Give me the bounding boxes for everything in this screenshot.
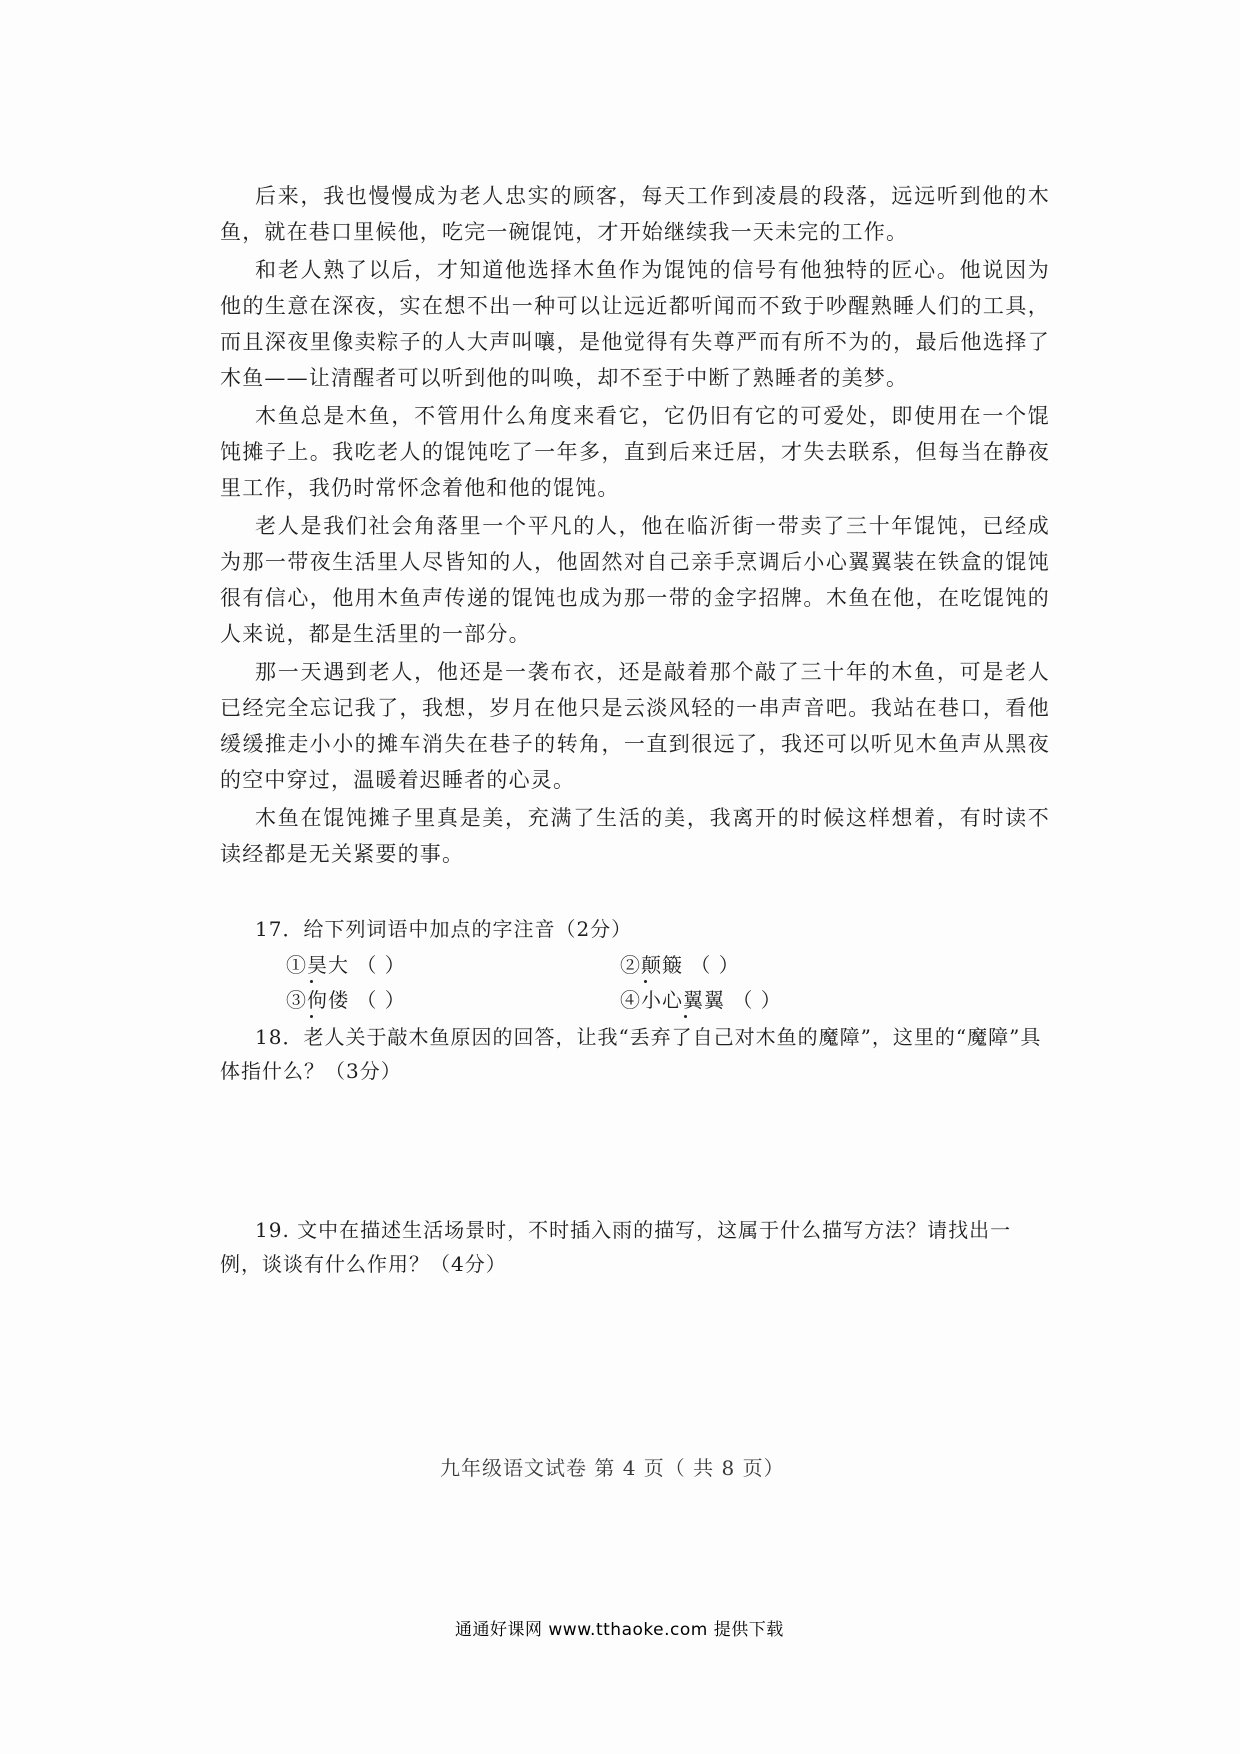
answer-blank[interactable]: （ ） [732,988,782,1012]
option-label: ④小心翼翼 [620,988,725,1012]
option-label: ③佝偻 [286,988,349,1012]
passage-paragraph: 木鱼总是木鱼，不管用什么角度来看它，它仍旧有它的可爱处，即使用在一个馄饨摊子上。我吃老人的馄饨吃了一年多，直到后来迁居，才失去联系，但每当在静夜里工作，我仍时常怀念着他和他的馄饨。 [220,404,1050,500]
emphasis-dot [310,980,313,983]
passage-paragraph: 和老人熟了以后，才知道他选择木鱼作为馄饨的信号有他独特的匠心。他说因为他的生意在深夜，实在想不出一种可以让远近都听闻而不致于吵醒熟睡人们的工具，而且深夜里像卖粽子的人大声叫嚷，是他觉得有失尊严而有所不为的，最后他选择了木鱼——让清醒者可以听到他的叫唤，却不至于中断了熟睡者的美梦。 [220,258,1050,390]
emphasis-dot [310,1015,313,1018]
emphasis-dot [684,1015,687,1018]
question-17-option-4 [620,985,782,1015]
option-label: ①昊大 [286,953,349,977]
question-19: 19. 文中在描述生活场景时，不时插入雨的描写，这属于什么描写方法？请找出一例，谈谈有什么作用？（4分） [220,1218,1012,1276]
passage-paragraph: 老人是我们社会角落里一个平凡的人，他在临沂街一带卖了三十年馄饨，已经成为那一带夜生活里人尽皆知的人，他固然对自己亲手烹调后小心翼翼装在铁盒的馄饨很有信心，他用木鱼声传递的馄饨也成为那一带的金字招牌。木鱼在他，在吃馄饨的人来说，都是生活里的一部分。 [220,514,1050,646]
option-label: ②颠簸 [620,953,683,977]
passage-paragraph: 那一天遇到老人，他还是一袭布衣，还是敲着那个敲了三十年的木鱼，可是老人已经完全忘记我了，我想，岁月在他只是云淡风轻的一串声音吧。我站在巷口，看他缓缓推走小小的摊车消失在巷子的转角，一直到很远了，我还可以听见木鱼声从黑夜的空中穿过，温暖着迟睡者的心灵。 [220,660,1050,792]
question-17-stem: 17．给下列词语中加点的字注音（2分） [255,917,633,941]
passage-paragraph: 木鱼在馄饨摊子里真是美，充满了生活的美，我离开的时候这样想着，有时读不读经都是无关紧要的事。 [220,806,1050,866]
question-17-option-2 [620,950,740,980]
page-footer: 九年级语文试卷 第 4 页（ 共 8 页） [440,1456,785,1480]
question-17-option-3 [286,985,406,1015]
answer-blank[interactable]: （ ） [690,953,740,977]
emphasis-dot [644,980,647,983]
answer-blank[interactable]: （ ） [356,988,406,1012]
answer-blank[interactable]: （ ） [356,953,406,977]
question-18: 18．老人关于敲木鱼原因的回答，让我“丢弃了自己对木鱼的魔障”，这里的“魔障”具体指什么？（3分） [220,1025,1042,1083]
source-watermark: 通通好课网 www.tthaoke.com 提供下载 [455,1620,784,1640]
question-17-option-1 [286,950,406,980]
reading-passage [220,178,1050,874]
passage-paragraph: 后来，我也慢慢成为老人忠实的顾客，每天工作到凌晨的段落，远远听到他的木鱼，就在巷口里候他，吃完一碗馄饨，才开始继续我一天未完的工作。 [220,184,1050,244]
